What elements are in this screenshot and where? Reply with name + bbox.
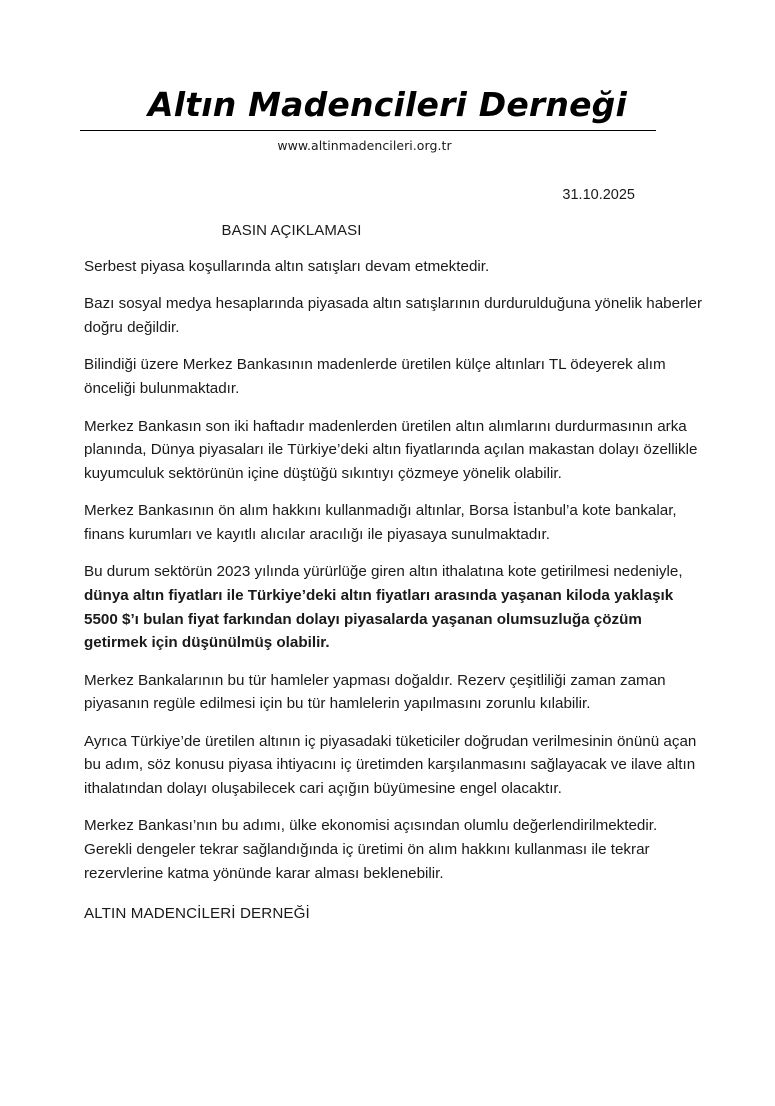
paragraph-9: Merkez Bankası’nın bu adımı, ülke ekonomisi açısından olumlu değerlendirilmektedir. Gerekli dengeler tekrar sağlandığında iç üretimi ön alım hakkını kullanması ile tekrar rezervlerine katma yönünde karar alması beklenebilir. (84, 817, 658, 882)
organization-title: Altın Madencileri Derneği (147, 85, 628, 124)
document-subject-heading: BASIN AÇIKLAMASI (221, 221, 362, 239)
document-body (84, 255, 705, 926)
letterhead-rule-container (0, 130, 775, 131)
paragraph-7: Merkez Bankalarının bu tür hamleler yapması doğaldır. Rezerv çeşitliliği zaman zaman piyasanın regüle edilmesi için bu tür hamlelerin yapılmasını zorunlu kılabilir. (84, 671, 666, 713)
letterhead (0, 0, 775, 153)
paragraph-6-lead-text: Bu durum sektörün 2023 yılında yürürlüğe giren altın ithalatına kote getirilmesi nedeniyle, (84, 563, 683, 581)
document-signature: ALTIN MADENCİLERİ DERNEĞİ (84, 905, 310, 923)
paragraph-6-emphasis-text: dünya altın fiyatları ile Türkiye’deki altın fiyatları arasında yaşanan kiloda yaklaşık 5500 $’ı bulan fiyat farkından dolayı piyasalarda yaşanan olumsuzluğa çözüm getirmek için düşünülmüş olabilir. (84, 586, 674, 652)
document-content (0, 186, 775, 926)
organization-website: www.altinmadencileri.org.tr (277, 137, 452, 153)
paragraph-2: Bazı sosyal medya hesaplarında piyasada altın satışlarının durdurulduğuna yönelik haberler doğru değildir. (84, 295, 703, 336)
letterhead-divider (80, 130, 656, 131)
paragraph-4: Merkez Bankasın son iki haftadır madenlerden üretilen altın alımlarını durdurmasının arka planında, Dünya piyasaları ile Türkiye’deki altın fiyatlarında açılan makastan dolayı özellikle kuyumculuk sektörünün içine düştüğü sıkıntıyı çözmeye yönelik olabilir. (84, 417, 698, 482)
paragraph-1: Serbest piyasa koşullarında altın satışları devam etmektedir. (84, 257, 490, 275)
paragraph-3: Bilindiği üzere Merkez Bankasının madenlerde üretilen külçe altınları TL ödeyerek alım önceliği bulunmaktadır. (84, 356, 666, 398)
paragraph-5: Merkez Bankasının ön alım hakkını kullanmadığı altınlar, Borsa İstanbul’a kote bankalar, finans kurumları ve kayıtlı alıcılar aracılığı ile piyasaya sunulmaktadır. (84, 502, 677, 543)
document-date: 31.10.2025 (562, 186, 635, 203)
paragraph-8: Ayrıca Türkiye’de üretilen altının iç piyasadaki tüketiciler doğrudan verilmesinin önünü açan bu adım, söz konusu piyasa ihtiyacını iç üretimden karşılanmasını sağlayacak ve ilave altın ithalatından dolayı oluşabilecek cari açığın büyümesine engel olacaktır. (84, 732, 697, 797)
paragraph-6 (84, 560, 705, 654)
